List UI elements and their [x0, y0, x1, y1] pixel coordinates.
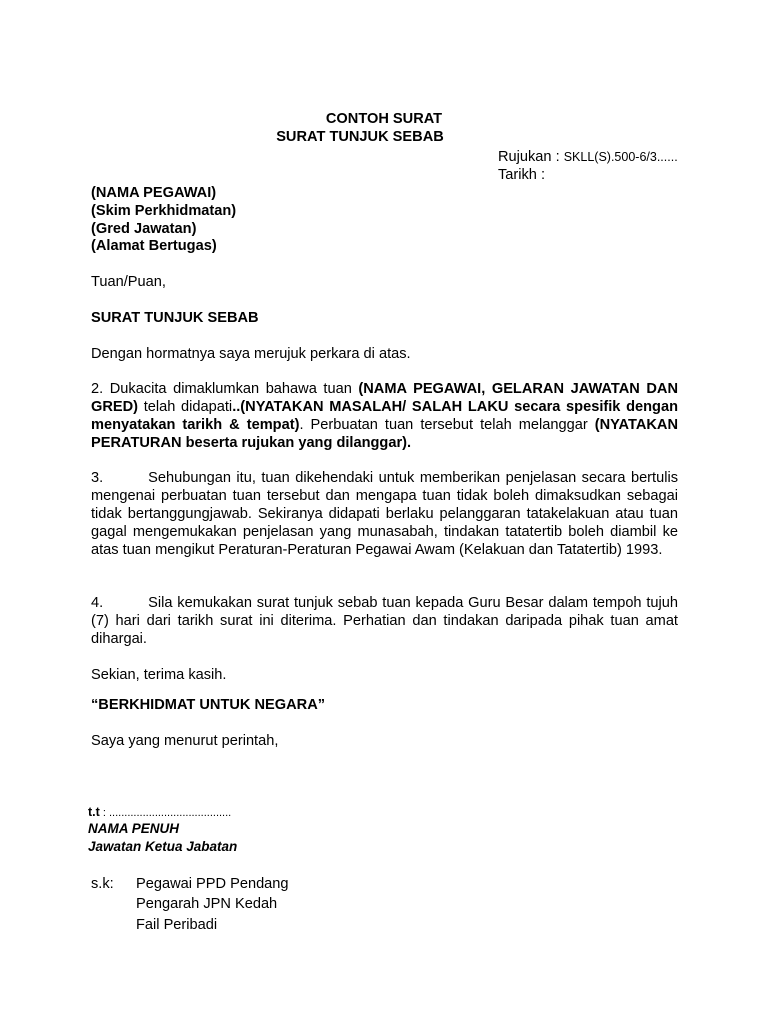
tt-label: t.t — [88, 805, 100, 819]
paragraph-4 — [91, 594, 678, 648]
salutation: Tuan/Puan, — [91, 274, 166, 290]
tarikh-label: Tarikh : — [498, 167, 546, 183]
recipient-scheme: (Skim Perkhidmatan) — [91, 203, 237, 219]
paragraph-2-text-3: . Perbuatan tuan tersebut telah melanggar — [299, 417, 595, 433]
recipient-grade: (Gred Jawatan) — [91, 221, 197, 237]
signatory-name: NAMA PENUH — [88, 821, 179, 836]
motto: “BERKHIDMAT UNTUK NEGARA” — [91, 697, 326, 713]
paragraph-2-bold-3: (NYATAKAN PERATURAN beserta rujukan yang dilanggar). — [91, 417, 678, 451]
paragraph-2-text-1: 2. Dukacita dimaklumkan bahawa tuan — [91, 381, 359, 397]
cc-item-1: Pegawai PPD Pendang — [136, 876, 289, 892]
paragraph-2-bold-2: ..(NYATAKAN MASALAH/ SALAH LAKU secara spesifik dengan menyatakan tarikh & tempat) — [91, 399, 678, 433]
paragraph-2-bold-1: (NAMA PEGAWAI, GELARAN JAWATAN DAN GRED) — [91, 381, 678, 415]
paragraph-3 — [91, 469, 678, 559]
recipient-name: (NAMA PEGAWAI) — [91, 185, 217, 201]
rujukan-label: Rujukan : — [498, 149, 564, 165]
reference-line — [498, 148, 678, 166]
paragraph-2-text-2: telah didapati — [138, 399, 233, 415]
cc-item-3: Fail Peribadi — [136, 917, 218, 933]
title-line1: CONTOH SURAT — [325, 111, 443, 127]
paragraph-3-number: 3. — [91, 470, 104, 486]
paragraph-4-number: 4. — [91, 595, 104, 611]
signatory-position: Jawatan Ketua Jabatan — [88, 839, 238, 854]
cc-item-2: Pengarah JPN Kedah — [136, 896, 278, 912]
title-line2: SURAT TUNJUK SEBAB — [276, 129, 444, 145]
subject-heading: SURAT TUNJUK SEBAB — [91, 310, 259, 326]
recipient-address: (Alamat Bertugas) — [91, 238, 217, 254]
rujukan-value: SKLL(S).500-6/3...... — [563, 150, 678, 164]
closing: Sekian, terima kasih. — [91, 667, 227, 683]
cc-label: s.k: — [91, 876, 114, 892]
signature-dots: : ........................................ — [99, 807, 232, 819]
intro-paragraph: Dengan hormatnya saya merujuk perkara di atas. — [91, 346, 411, 362]
paragraph-4-text: Sila kemukakan surat tunjuk sebab tuan kepada Guru Besar dalam tempoh tujuh (7) hari dari tarikh surat ini diterima. Perhatian dan tindakan daripada pihak tuan amat dihargai. — [91, 595, 678, 647]
paragraph-2 — [91, 380, 678, 452]
sign-off: Saya yang menurut perintah, — [91, 733, 279, 749]
paragraph-3-text: Sehubungan itu, tuan dikehendaki untuk memberikan penjelasan secara bertulis mengenai perbuatan tuan tersebut dan mengapa tuan tidak boleh dimaksudkan sebagai tidak bertanggungjawab. Sekiranya didapati berlaku pelanggaran tatakelakuan atau tuan gagal mengemukakan penjelasan yang munasabah, tindakan tatatertib boleh diambil ke atas tuan mengikut Peraturan-Peraturan Pegawai Awam (Kelakuan dan Tatatertib) 1993. — [91, 470, 678, 558]
